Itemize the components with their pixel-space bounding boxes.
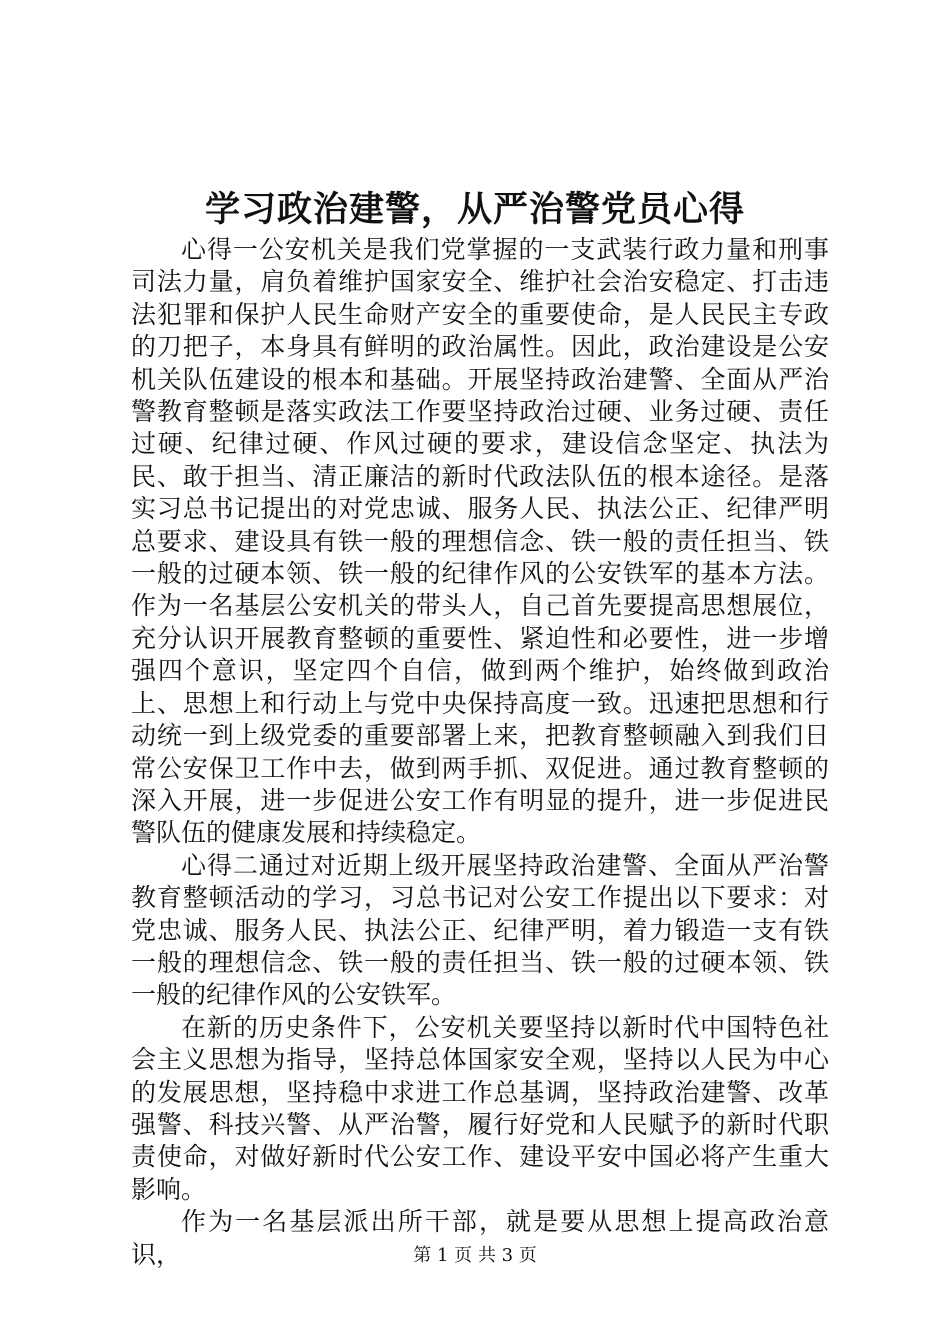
paragraph-1: 心得一公安机关是我们党掌握的一支武装行政力量和刑事司法力量，肩负着维护国家安全、维护社会治安稳定、打击违法犯罪和保护人民生命财产安全的重要使命，是人民民主专政的刀把子，本身具有鲜明的政治属性。因此，政治建设是公安机关队伍建设的根本和基础。开展坚持政治建警、全面从严治警教育整顿是落实政法工作要坚持政治过硬、业务过硬、责任过硬、纪律过硬、作风过硬的要求，建设信念坚定、执法为民、敢于担当、清正廉洁的新时代政法队伍的根本途径。是落实习总书记提出的对党忠诚、服务人民、执法公正、纪律严明总要求、建设具有铁一般的理想信念、铁一般的责任担当、铁一般的过硬本领、铁一般的纪律作风的公安铁军的基本方法。作为一名基层公安机关的带头人，自己首先要提高思想展位，充分认识开展教育整顿的重要性、紧迫性和必要性，进一步增强四个意识，坚定四个自信，做到两个维护，始终做到政治上、思想上和行动上与党中央保持高度一致。迅速把思想和行动统一到上级党委的重要部署上来，把教育整顿融入到我们日常公安保卫工作中去，做到两手抓、双促进。通过教育整顿的深入开展，进一步促进公安工作有明显的提升，进一步促进民警队伍的健康发展和持续稳定。 [131, 235, 829, 848]
paragraph-3: 在新的历史条件下，公安机关要坚持以新时代中国特色社会主义思想为指导，坚持总体国家安全观，坚持以人民为中心的发展思想，坚持稳中求进工作总基调，坚持政治建警、改革强警、科技兴警、从严治警，履行好党和人民赋予的新时代职责使命，对做好新时代公安工作、建设平安中国必将产生重大影响。 [131, 1012, 829, 1204]
paragraph-2: 心得二通过对近期上级开展坚持政治建警、全面从严治警教育整顿活动的学习，习总书记对公安工作提出以下要求：对党忠诚、服务人民、执法公正、纪律严明，着力锻造一支有铁一般的理想信念、铁一般的责任担当、铁一般的过硬本领、铁一般的纪律作风的公安铁军。 [131, 850, 829, 1010]
page-footer: 第 1 页 共 3 页 [413, 1245, 537, 1266]
document-title: 学习政治建警，从严治警党员心得 [204, 189, 745, 230]
paragraph-4: 作为一名基层派出所干部，就是要从思想上提高政治意识， [131, 1207, 829, 1269]
document-body [131, 234, 829, 1271]
